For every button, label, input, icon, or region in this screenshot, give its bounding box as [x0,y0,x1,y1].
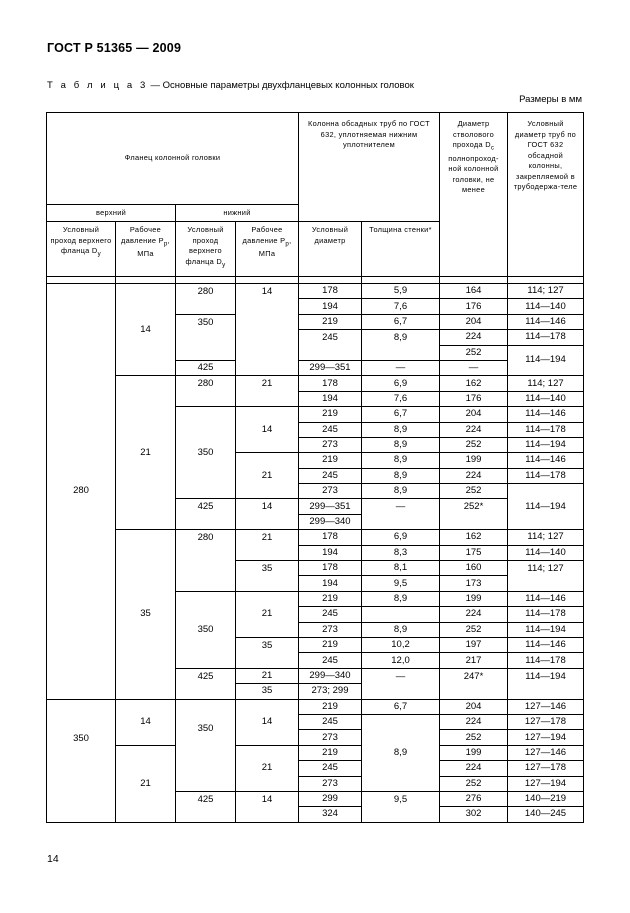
cell-pipe: 127—178 [508,761,584,776]
cell-pipe: 114—178 [508,607,584,622]
header-upper-pressure [116,222,176,277]
cell-pipe: 127—194 [508,730,584,745]
table-row [47,530,584,545]
cell-casing: 273 [299,622,362,637]
cell-bore: 197 [440,637,508,652]
cell-casing: 219 [299,407,362,422]
cell-wall: 8,9 [362,422,440,437]
header-lower: нижний [176,205,299,222]
cell-wall: 6,9 [362,376,440,391]
cell-upper-pressure: 21 [116,376,176,530]
cell-upper-pressure: 14 [116,699,176,745]
cell-lower-pressure: 21 [236,530,299,561]
cell-wall: 9,5 [362,791,440,822]
header-bore-diameter-text: Диаметр стволового прохода D [452,119,494,149]
cell-casing: 299—340 [299,514,362,529]
cell-bore: 176 [440,299,508,314]
cell-pipe: 127—178 [508,714,584,729]
header-pipe-diameter: Условный диаметр труб по ГОСТ 632 обсадной колонны, закрепляемой в трубодержа-теле [508,113,584,277]
table-row [47,376,584,391]
cell-bore: 252* [440,499,508,530]
cell-lower-pressure: 14 [236,791,299,822]
header-lower-bore-text: Условный проход верхнего фланца D [185,225,224,266]
header-bore-diameter-tail: полнопроход-ной колонной головки, не менее [448,153,499,195]
header-lower-pressure-text: Рабочее давление P [242,225,286,245]
document-header: ГОСТ Р 51365 — 2009 [47,41,182,55]
cell-pipe: 114—146 [508,407,584,422]
cell-lower-pressure: 21 [236,453,299,499]
parameters-table [46,112,584,823]
cell-pipe: 114; 127 [508,561,584,592]
table-title: — Основные параметры двухфланцевых колонных головок [147,80,414,91]
cell-bore: 162 [440,376,508,391]
table-row [47,284,584,299]
cell-casing: 299—351 [299,499,362,514]
cell-casing: 245 [299,468,362,483]
cell-casing: 273 [299,776,362,791]
cell-bore: 199 [440,591,508,606]
cell-bore: 247* [440,668,508,699]
header-upper-pressure-unit: , МПа [137,235,170,259]
cell-upper-pressure: 21 [116,745,176,822]
cell-bore: 224 [440,714,508,729]
cell-bore: 252 [440,622,508,637]
cell-lower-pressure: 14 [236,699,299,745]
cell-pipe: 114—140 [508,545,584,560]
cell-casing: 273 [299,484,362,499]
cell-lower-bore: 350 [176,591,236,668]
cell-lower-bore: 280 [176,530,236,592]
cell-wall: 8,9 [362,468,440,483]
cell-casing: 194 [299,391,362,406]
cell-casing: 324 [299,807,362,822]
cell-casing: 194 [299,545,362,560]
separator-row [47,277,584,284]
cell-pipe: 114—194 [508,668,584,699]
header-lower-pressure-unit: , МПа [258,235,292,259]
cell-wall: — [362,499,440,530]
cell-bore: 224 [440,330,508,345]
cell-upper-bore: 350 [47,699,116,822]
cell-lower-pressure: 21 [236,376,299,407]
cell-casing: 219 [299,453,362,468]
cell-wall: 5,9 [362,284,440,299]
header-upper-bore [47,222,116,277]
cell-lower-pressure: 35 [236,561,299,592]
cell-casing: 273 [299,437,362,452]
cell-bore: 252 [440,730,508,745]
cell-lower-pressure: 21 [236,668,299,683]
cell-pipe: 114—178 [508,468,584,483]
cell-bore: 199 [440,453,508,468]
cell-bore: 302 [440,807,508,822]
cell-wall: 8,9 [362,330,440,361]
cell-bore: 160 [440,561,508,576]
cell-casing: 219 [299,699,362,714]
header-upper-bore-sub: у [97,250,101,258]
cell-wall: — [362,668,440,699]
cell-casing: 245 [299,761,362,776]
cell-lower-bore: 350 [176,699,236,791]
cell-casing: 194 [299,576,362,591]
cell-casing: 219 [299,591,362,606]
header-upper: верхний [47,205,176,222]
cell-bore: 204 [440,314,508,329]
cell-bore: 224 [440,607,508,622]
cell-wall: 10,2 [362,637,440,652]
cell-wall: 8,9 [362,622,440,637]
cell-bore: — [440,360,508,375]
cell-wall [362,607,440,622]
cell-wall: 6,9 [362,530,440,545]
cell-bore: 162 [440,530,508,545]
cell-casing: 245 [299,653,362,668]
cell-pipe: 114; 127 [508,530,584,545]
cell-casing: 245 [299,422,362,437]
header-upper-pressure-text: Рабочее давление P [121,225,164,245]
header-lower-pressure [236,222,299,277]
cell-lower-bore: 280 [176,284,236,315]
cell-pipe: 114—194 [508,437,584,452]
cell-bore: 224 [440,468,508,483]
cell-bore: 204 [440,699,508,714]
cell-bore: 252 [440,776,508,791]
cell-lower-bore: 425 [176,499,236,530]
cell-pipe: 140—219 [508,791,584,806]
cell-casing: 245 [299,714,362,729]
header-lower-bore-sub: у [222,260,226,268]
units-note: Размеры в мм [519,94,582,105]
cell-pipe: 114—178 [508,422,584,437]
cell-casing: 273; 299 [299,684,362,699]
cell-bore: 224 [440,761,508,776]
cell-bore: 276 [440,791,508,806]
cell-casing: 219 [299,745,362,760]
table-caption [47,80,414,91]
table-label: Т а б л и ц а 3 [47,80,148,91]
cell-pipe: 114—146 [508,591,584,606]
cell-pipe: 114—146 [508,637,584,652]
cell-lower-pressure: 14 [236,407,299,453]
cell-lower-bore: 350 [176,407,236,499]
cell-lower-pressure: 14 [236,284,299,376]
cell-bore: 199 [440,745,508,760]
cell-casing: 178 [299,284,362,299]
cell-bore: 204 [440,407,508,422]
header-lower-bore [176,222,236,277]
cell-casing: 194 [299,299,362,314]
cell-wall: — [362,360,440,375]
cell-casing: 245 [299,607,362,622]
cell-upper-bore: 280 [47,284,116,700]
cell-bore: 252 [440,437,508,452]
cell-casing: 219 [299,314,362,329]
cell-casing: 299—340 [299,668,362,683]
cell-lower-bore: 280 [176,376,236,407]
header-upper-pressure-sub: р [163,239,168,247]
header-upper-bore-text: Условный проход верхнего фланца D [50,225,112,255]
table-row [47,745,584,760]
cell-pipe: 114—194 [508,345,584,376]
cell-bore: 173 [440,576,508,591]
cell-casing: 299—351 [299,360,362,375]
cell-casing: 219 [299,637,362,652]
page-number: 14 [47,853,59,865]
cell-lower-bore: 425 [176,668,236,699]
cell-bore: 217 [440,653,508,668]
cell-wall: 8,9 [362,453,440,468]
header-flange-group: Фланец колонной головки [47,113,299,205]
cell-bore: 252 [440,345,508,360]
cell-upper-pressure: 14 [116,284,176,376]
header-casing-diameter: Условный диаметр [299,222,362,277]
cell-bore: 224 [440,422,508,437]
cell-casing: 299 [299,791,362,806]
header-bore-sub: с [490,144,495,152]
cell-pipe: 114; 127 [508,376,584,391]
table-row [47,699,584,714]
cell-bore: 164 [440,284,508,299]
cell-lower-bore: 425 [176,791,236,822]
cell-pipe: 114—146 [508,453,584,468]
cell-wall: 7,6 [362,299,440,314]
cell-wall: 6,7 [362,314,440,329]
cell-casing: 178 [299,376,362,391]
cell-bore: 175 [440,545,508,560]
cell-wall: 12,0 [362,653,440,668]
cell-lower-bore: 350 [176,314,236,360]
cell-pipe: 127—146 [508,699,584,714]
cell-lower-pressure: 35 [236,684,299,699]
cell-lower-bore: 425 [176,360,236,375]
cell-bore: 176 [440,391,508,406]
cell-pipe: 140—245 [508,807,584,822]
cell-lower-pressure: 21 [236,591,299,637]
cell-wall: 9,5 [362,576,440,591]
header-casing-group: Колонна обсадных труб по ГОСТ 632, уплотняемая нижним уплотнителем [299,113,440,222]
header-wall-thickness: Толщина стенки* [362,222,440,277]
cell-lower-pressure: 35 [236,637,299,668]
cell-pipe: 114—194 [508,484,584,530]
cell-casing: 245 [299,330,362,361]
cell-pipe: 114—178 [508,653,584,668]
cell-wall: 8,3 [362,545,440,560]
cell-pipe: 114—140 [508,391,584,406]
cell-wall: 6,7 [362,407,440,422]
cell-bore: 252 [440,484,508,499]
cell-pipe: 114; 127 [508,284,584,299]
header-bore-diameter [440,113,508,277]
cell-pipe: 114—146 [508,314,584,329]
cell-wall: 8,9 [362,714,440,791]
cell-wall: 8,9 [362,484,440,499]
cell-wall: 7,6 [362,391,440,406]
cell-pipe: 127—194 [508,776,584,791]
cell-lower-pressure: 14 [236,499,299,530]
header-lower-pressure-sub: р [285,239,290,247]
cell-pipe: 127—146 [508,745,584,760]
cell-casing: 178 [299,530,362,545]
cell-wall: 6,7 [362,699,440,714]
cell-lower-pressure: 21 [236,745,299,791]
cell-wall: 8,9 [362,437,440,452]
cell-upper-pressure: 35 [116,530,176,699]
cell-wall: 8,1 [362,561,440,576]
cell-pipe: 114—194 [508,622,584,637]
cell-pipe: 114—178 [508,330,584,345]
cell-casing: 178 [299,561,362,576]
cell-wall: 8,9 [362,591,440,606]
cell-casing: 273 [299,730,362,745]
cell-pipe: 114—140 [508,299,584,314]
